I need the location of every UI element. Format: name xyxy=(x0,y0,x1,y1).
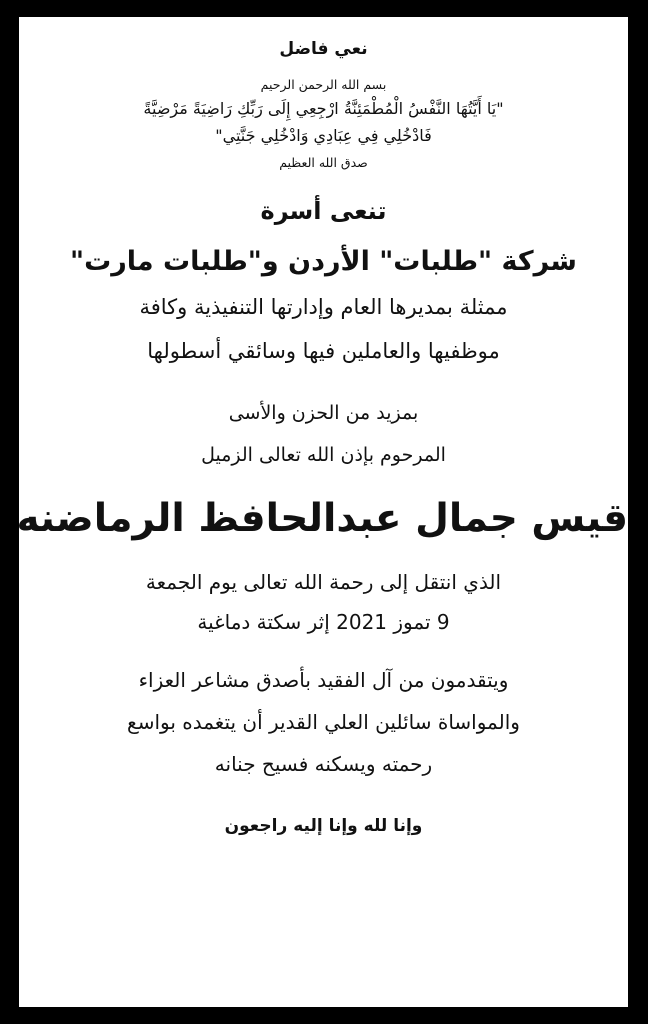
condolence-line-1: ويتقدمون من آل الفقيد بأصدق مشاعر العزاء xyxy=(138,668,509,692)
condolence-line-3: رحمته ويسكنه فسيح جنانه xyxy=(214,752,433,776)
condolence-line-2: والمواساة سائلين العلي القدير أن يتغمده بواسع xyxy=(127,710,520,734)
late-colleague-line: المرحوم بإذن الله تعالى الزميل xyxy=(201,444,446,466)
passed-line-1: الذي انتقل إلى رحمة الله تعالى يوم الجمعة xyxy=(145,570,502,594)
deceased-name: قيس جمال عبدالحافظ الرماضنه xyxy=(16,496,628,541)
sadaq-allah: صدق الله العظيم xyxy=(279,155,368,170)
represented-line-2: موظفيها والعاملين فيها وسائقي أسطولها xyxy=(147,339,500,363)
company-name: شركة "طلبات" الأردن و"طلبات مارت" xyxy=(70,246,577,277)
closing-phrase: وإنا لله وإنا إليه راجعون xyxy=(224,816,423,836)
mourners-heading: تنعى أسرة xyxy=(260,197,387,225)
obituary-content xyxy=(16,17,628,1007)
quran-verse-line-1: "يَا أَيَّتُهَا النَّفْسُ الْمُطْمَئِنَّةُ ارْجِعِي إِلَى رَبِّكِ رَاضِيَةً مَرْضِيَّةً xyxy=(143,99,504,118)
obituary-title: نعي فاضل xyxy=(279,39,368,59)
quran-verse-line-2: فَادْخُلِي فِي عِبَادِي وَادْخُلِي جَنَّتِي" xyxy=(215,126,432,145)
basmala: بسم الله الرحمن الرحيم xyxy=(260,77,387,92)
passed-line-2: 9 تموز 2021 إثر سكتة دماغية xyxy=(197,610,450,634)
represented-line-1: ممثلة بمديرها العام وإدارتها التنفيذية وكافة xyxy=(139,295,508,319)
grief-line: بمزيد من الحزن والأسى xyxy=(228,402,419,424)
